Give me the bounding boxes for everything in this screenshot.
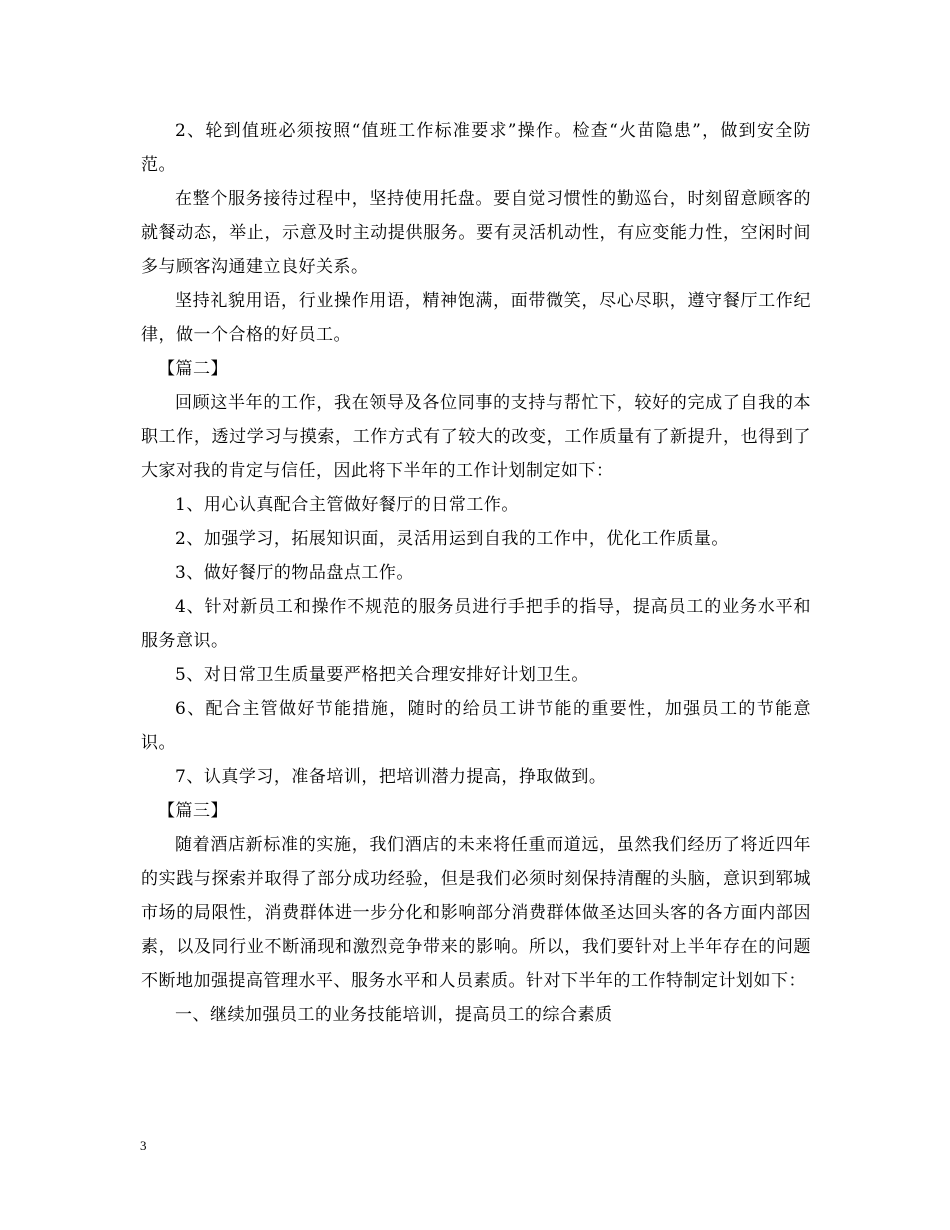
paragraph-half-year-review: 回顾这半年的工作，我在领导及各位同事的支持与帮忙下，较好的完成了自我的本职工作，透过学习与摸索，工作方式有了较大的改变，工作质量有了新提升，也得到了大家对我的肯定与信任，因此将下半年的工作计划制定如下： (141, 393, 811, 481)
list-item-1: 1、用心认真配合主管做好餐厅的日常工作。 (175, 495, 519, 515)
paragraph-duty-rules: 2、轮到值班必须按照“值班工作标准要求”操作。检查“火苗隐患”，做到安全防范。 (141, 121, 811, 175)
document-body (141, 114, 811, 1032)
page-number: 3 (140, 1138, 147, 1153)
list-item-6: 6、配合主管做好节能措施，随时的给员工讲节能的重要性，加强员工的节能意识。 (141, 699, 811, 753)
list-item-5: 5、对日常卫生质量要严格把关合理安排好计划卫生。 (175, 665, 589, 685)
list-item-2: 2、加强学习，拓展知识面，灵活用运到自我的工作中，优化工作质量。 (175, 529, 729, 549)
list-item-3: 3、做好餐厅的物品盘点工作。 (175, 563, 414, 583)
list-item-4: 4、针对新员工和操作不规范的服务员进行手把手的指导，提高员工的业务水平和服务意识。 (141, 597, 811, 651)
paragraph-service-process: 在整个服务接待过程中，坚持使用托盘。要自觉习惯性的勤巡台，时刻留意顾客的就餐动态，举止，示意及时主动提供服务。要有灵活机动性，有应变能力性，空闲时间多与顾客沟通建立良好关系。 (141, 189, 811, 277)
paragraph-staff-training: 一、继续加强员工的业务技能培训，提高员工的综合素质 (175, 1005, 613, 1025)
section-heading-part-two: 【篇二】 (158, 359, 228, 379)
list-item-7: 7、认真学习，准备培训，把培训潜力提高，挣取做到。 (175, 767, 607, 787)
section-heading-part-three: 【篇三】 (158, 801, 228, 821)
paragraph-polite-language: 坚持礼貌用语，行业操作用语，精神饱满，面带微笑，尽心尽职，遵守餐厅工作纪律，做一个合格的好员工。 (141, 291, 811, 345)
paragraph-hotel-standards: 随着酒店新标准的实施，我们酒店的未来将任重而道远，虽然我们经历了将近四年的实践与探索并取得了部分成功经验，但是我们必须时刻保持清醒的头脑，意识到郓城市场的局限性，消费群体进一步分化和影响部分消费群体做圣达回头客的各方面内部因素，以及同行业不断涌现和激烈竞争带来的影响。所以，我们要针对上半年存在的问题不断地加强提高管理水平、服务水平和人员素质。针对下半年的工作特制定计划如下： (141, 835, 811, 991)
